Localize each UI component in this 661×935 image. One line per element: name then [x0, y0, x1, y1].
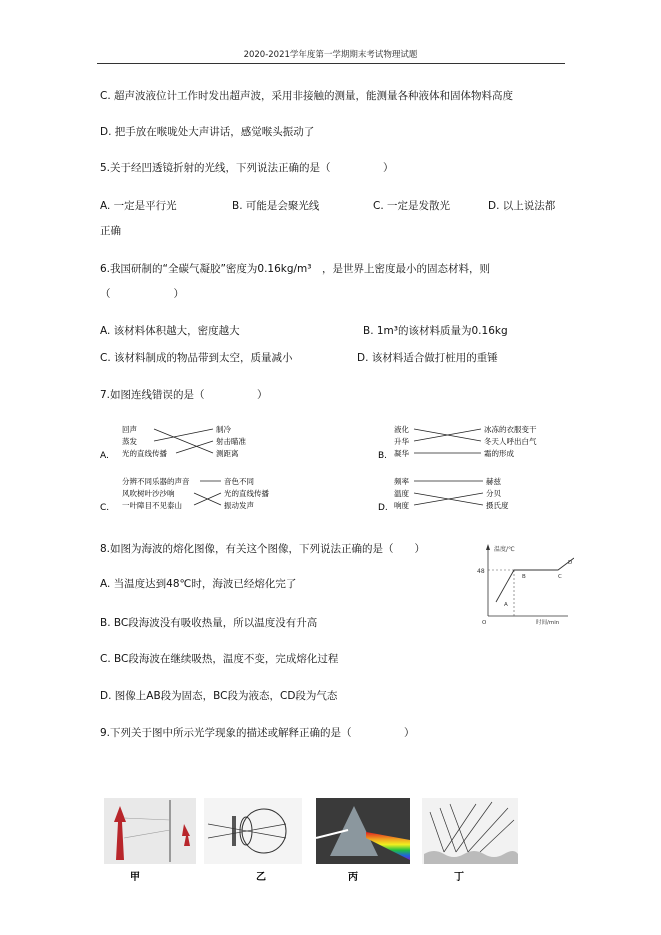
figure-label-bing: 丙: [348, 872, 358, 883]
option-d-previous: D. 把手放在喉咙处大声讲话，感觉喉头振动了: [100, 126, 315, 138]
q7-b-left-2: 凝华: [394, 449, 409, 458]
figure-yi: [204, 798, 302, 864]
figure-ding: [422, 798, 518, 864]
graph-point-c: C: [558, 574, 562, 580]
question-5: 5.关于经凹透镜折射的光线，下列说法正确的是（ ）: [100, 162, 394, 174]
figure-jia: [104, 798, 196, 864]
q7-d-left-0: 频率: [394, 477, 409, 486]
q7-a-right-0: 制冷: [216, 425, 231, 434]
q7-c-left-1: 风吹树叶沙沙响: [122, 489, 175, 498]
q7-a-right-1: 射击瞄准: [216, 437, 246, 446]
q7-a-right-2: 测距离: [216, 449, 239, 458]
graph-ytick-48: 48: [477, 568, 485, 575]
q8-option-b: B. BC段海波没有吸收热量，所以温度没有升高: [100, 617, 318, 629]
q8-option-a: A. 当温度达到48℃时，海波已经熔化完了: [100, 578, 297, 590]
graph-xlabel: 时间/min: [536, 620, 560, 626]
question-6: 6.我国研制的“全碳气凝胶”密度为0.16kg/m³ ，是世界上密度最小的固态材料，则: [100, 263, 490, 275]
q7-d-left-2: 响度: [394, 501, 409, 510]
q7-d-right-2: 摄氏度: [486, 501, 509, 510]
q7-c-right-2: 振动发声: [224, 501, 254, 510]
q7-b-left-1: 升华: [394, 437, 409, 446]
q6-option-b: B. 1m³的该材料质量为0.16kg: [363, 325, 508, 337]
figure-label-jia: 甲: [130, 872, 140, 883]
q7-b-letter: B.: [378, 451, 388, 461]
graph-origin: O: [482, 620, 487, 626]
page-header: 2020-2021学年度第一学期期末考试物理试题: [243, 50, 418, 60]
question-9: 9.下列关于图中所示光学现象的描述或解释正确的是（ ）: [100, 727, 415, 739]
q7-group-c: [100, 476, 269, 513]
q5-option-d-cont: 正确: [100, 225, 121, 237]
header-divider: [97, 63, 565, 64]
q5-option-c: C. 一定是发散光: [373, 200, 451, 212]
question-7: 7.如图连线错误的是（ ）: [100, 389, 268, 401]
q6-paren: （ ）: [100, 288, 184, 300]
q7-c-right-1: 光的直线传播: [224, 489, 269, 498]
q9-figures: [104, 798, 528, 884]
q7-group-b: [378, 424, 537, 461]
q5-option-d: D. 以上说法都: [488, 200, 556, 212]
q6-option-d: D. 该材料适合做打桩用的重锤: [357, 352, 498, 364]
q7-matching-diagram: [96, 418, 566, 518]
q6-option-c: C. 该材料制成的物品带到太空，质量减小: [100, 352, 293, 364]
q7-group-d: [378, 476, 509, 513]
q7-b-right-2: 霜的形成: [484, 449, 514, 458]
q7-group-a: [100, 424, 246, 461]
q7-a-left-1: 蒸发: [122, 437, 137, 446]
q7-a-letter: A.: [100, 451, 109, 461]
q7-b-left-0: 液化: [394, 425, 409, 434]
q7-a-left-2: 光的直线传播: [122, 449, 167, 458]
q7-b-right-1: 冬天人呼出白气: [484, 437, 537, 446]
q7-c-right-0: 音色不同: [224, 477, 254, 486]
graph-point-b: B: [522, 574, 526, 580]
q5-option-a: A. 一定是平行光: [100, 200, 177, 212]
q8-option-c: C. BC段海波在继续吸热，温度不变，完成熔化过程: [100, 653, 339, 665]
q7-c-left-2: 一叶障目不见泰山: [122, 501, 182, 510]
figure-label-ding: 丁: [454, 872, 464, 883]
graph-ylabel: 温度/℃: [494, 546, 515, 553]
q7-d-left-1: 温度: [394, 489, 409, 498]
q7-d-letter: D.: [378, 503, 388, 513]
question-8: 8.如图为海波的熔化图像，有关这个图像，下列说法正确的是（ ）: [100, 543, 426, 555]
figure-bing: [316, 798, 410, 864]
q7-d-right-0: 赫兹: [486, 477, 501, 486]
q7-d-right-1: 分贝: [486, 489, 501, 498]
q7-b-right-0: 冰冻的衣服变干: [484, 425, 537, 434]
graph-point-a: A: [504, 602, 508, 608]
figure-label-yi: 乙: [256, 872, 266, 883]
graph-point-d: D: [568, 560, 573, 566]
q5-option-b: B. 可能是会聚光线: [232, 200, 320, 212]
melting-graph: [474, 540, 574, 628]
q7-c-letter: C.: [100, 503, 110, 513]
q7-a-left-0: 回声: [122, 425, 137, 434]
option-c-previous: C. 超声波液位计工作时发出超声波，采用非接触的测量，能测量各种液体和固体物料高度: [100, 90, 514, 102]
q6-option-a: A. 该材料体积越大，密度越大: [100, 325, 240, 337]
q8-option-d: D. 图像上AB段为固态，BC段为液态，CD段为气态: [100, 690, 338, 702]
q7-c-left-0: 分辨不同乐器的声音: [122, 477, 190, 486]
